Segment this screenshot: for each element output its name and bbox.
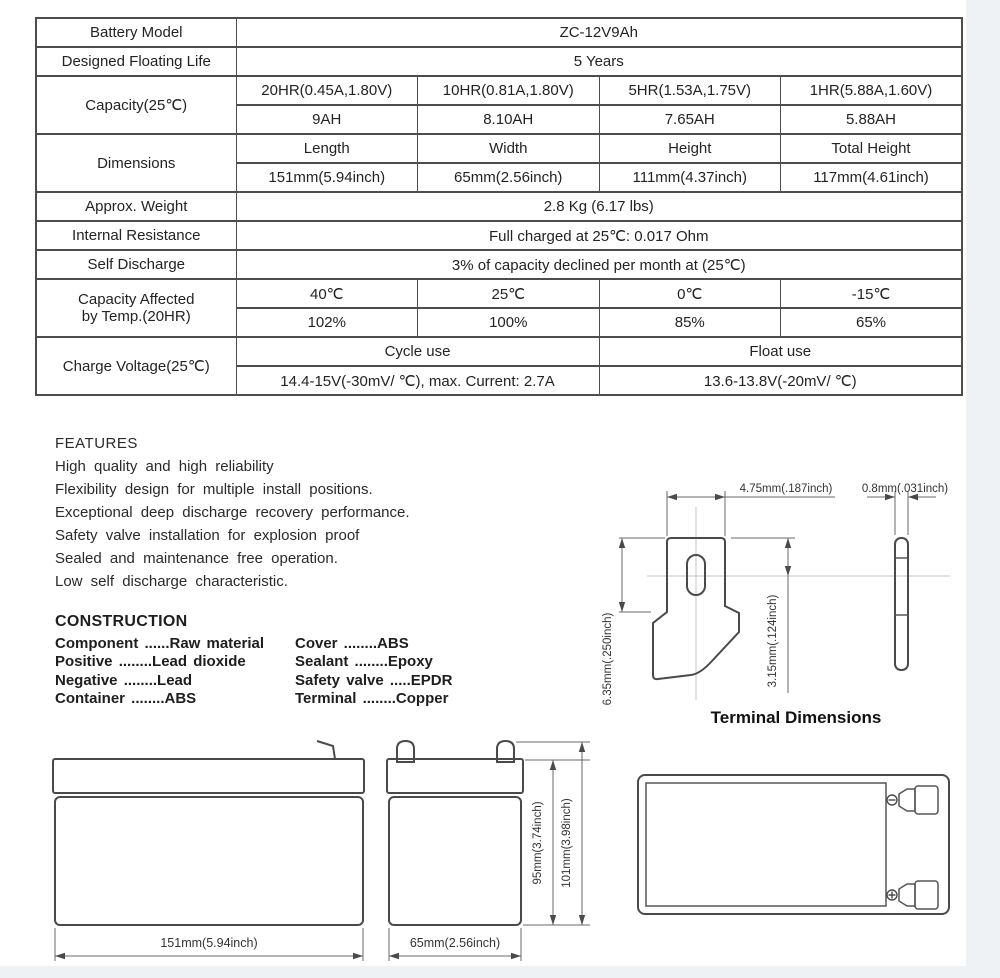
top-terminal-negative [899, 786, 938, 814]
capacity-rate-5hr: 5HR(1.53A,1.75V) [599, 76, 781, 105]
temp-value-40c: 102% [236, 308, 418, 337]
spec-label-capacity-temp [36, 279, 236, 337]
spec-value-floating-life: 5 Years [236, 47, 962, 76]
feature-item: Safety valve installation for explosion proof [55, 527, 360, 544]
charge-mode-cycle: Cycle use [236, 337, 599, 366]
spec-value-battery-model: ZC-12V9Ah [236, 18, 962, 47]
top-view-outer-outline [638, 775, 949, 914]
capacity-rate-1hr: 1HR(5.88A,1.60V) [781, 76, 963, 105]
page-margin-right [966, 0, 1000, 978]
construction-heading: CONSTRUCTION [55, 613, 188, 630]
spec-label-weight: Approx. Weight [36, 192, 236, 221]
ext-lines-tab-height [619, 538, 665, 612]
features-heading: FEATURES [55, 435, 138, 452]
dim-label-thickness: 0.8mm(.031inch) [861, 483, 949, 495]
row-weight [36, 192, 962, 221]
top-view-inner-outline [646, 783, 886, 906]
capacity-value-20hr: 9AH [236, 105, 418, 134]
ext-lines-upper-height [731, 538, 795, 693]
temp-40c: 40℃ [236, 279, 418, 308]
terminal-dimensions-diagram [595, 465, 965, 735]
capacity-value-1hr: 5.88AH [781, 105, 963, 134]
feature-item: Low self discharge characteristic. [55, 573, 288, 590]
dim-header-length: Length [236, 134, 418, 163]
charge-value-float: 13.6-13.8V(-20mV/ ℃) [599, 366, 962, 395]
row-charge-modes [36, 337, 962, 366]
construction-item: Component ......Raw material [55, 634, 265, 652]
spec-label-dimensions: Dimensions [36, 134, 236, 192]
ext-lines-thickness [895, 491, 908, 535]
dim-value-height: 111mm(4.37inch) [599, 163, 781, 192]
construction-section [55, 613, 452, 709]
dim-header-height: Height [599, 134, 781, 163]
capacity-temp-label-line2: by Temp.(20HR) [81, 308, 191, 325]
capacity-value-5hr: 7.65AH [599, 105, 781, 134]
row-battery-model [36, 18, 962, 47]
row-floating-life [36, 47, 962, 76]
feature-item: High quality and high reliability [55, 458, 274, 475]
row-internal-resistance [36, 221, 962, 250]
spec-label-floating-life: Designed Floating Life [36, 47, 236, 76]
construction-item: Cover ........ABS [295, 634, 409, 652]
dim-value-length: 151mm(5.94inch) [236, 163, 418, 192]
construction-column-left [55, 635, 295, 709]
row-self-discharge [36, 250, 962, 279]
spec-value-weight: 2.8 Kg (6.17 lbs) [236, 192, 962, 221]
feature-item: Flexibility design for multiple install positions. [55, 481, 373, 498]
dim-value-total-height: 117mm(4.61inch) [781, 163, 963, 192]
positive-terminal-symbol [887, 890, 897, 900]
dim-label-total-height: 101mm(3.98inch) [561, 798, 573, 888]
spec-value-internal-resistance: Full charged at 25℃: 0.017 Ohm [236, 221, 962, 250]
capacity-rate-20hr: 20HR(0.45A,1.80V) [236, 76, 418, 105]
temp-minus15c: -15℃ [781, 279, 963, 308]
row-capacity-temp-headers [36, 279, 962, 308]
construction-item: Safety valve .....EPDR [295, 671, 453, 689]
construction-item: Terminal ........Copper [295, 690, 449, 707]
charge-value-cycle: 14.4-15V(-30mV/ ℃), max. Current: 2.7A [236, 366, 599, 395]
features-section [55, 432, 410, 593]
dim-label-side-width: 65mm(2.56inch) [409, 936, 501, 950]
spec-label-self-discharge: Self Discharge [36, 250, 236, 279]
negative-terminal-symbol [887, 795, 897, 805]
row-dimension-headers [36, 134, 962, 163]
temp-value-0c: 85% [599, 308, 781, 337]
terminal-side-detail-lines [895, 558, 908, 615]
spec-label-charge-voltage: Charge Voltage(25℃) [36, 337, 236, 395]
construction-item: Sealant ........Epoxy [295, 653, 433, 670]
temp-value-25c: 100% [418, 308, 600, 337]
front-terminal-tab [317, 741, 335, 759]
terminal-diagram-title: Terminal Dimensions [710, 708, 882, 727]
dim-label-tab-height: 6.35mm(.250inch) [602, 612, 614, 706]
spec-label-battery-model: Battery Model [36, 18, 236, 47]
capacity-rate-10hr: 10HR(0.81A,1.80V) [418, 76, 600, 105]
capacity-value-10hr: 8.10AH [418, 105, 600, 134]
dim-label-tab-width: 4.75mm(.187inch) [739, 483, 833, 495]
temp-25c: 25℃ [418, 279, 600, 308]
temp-value-minus15c: 65% [781, 308, 963, 337]
construction-column-right [295, 635, 452, 709]
spec-label-capacity: Capacity(25℃) [36, 76, 236, 134]
dim-label-height: 95mm(3.74inch) [532, 801, 544, 885]
construction-item: Container ........ABS [55, 690, 197, 707]
construction-item: Positive ........Lead dioxide [55, 653, 246, 670]
dim-header-total-height: Total Height [781, 134, 963, 163]
front-body-outline [55, 797, 363, 925]
dim-label-upper-height: 3.15mm(.124inch) [767, 594, 779, 688]
side-lid-outline [387, 759, 523, 793]
battery-views-diagram [30, 735, 965, 970]
spec-label-internal-resistance: Internal Resistance [36, 221, 236, 250]
spec-value-self-discharge: 3% of capacity declined per month at (25℃) [236, 250, 962, 279]
temp-0c: 0℃ [599, 279, 781, 308]
row-capacity-rates [36, 76, 962, 105]
construction-item: Negative ........Lead [55, 671, 193, 689]
capacity-temp-label-line1: Capacity Affected [78, 291, 195, 308]
dim-value-width: 65mm(2.56inch) [418, 163, 600, 192]
feature-item: Sealed and maintenance free operation. [55, 550, 338, 567]
dim-header-width: Width [418, 134, 600, 163]
charge-mode-float: Float use [599, 337, 962, 366]
front-lid-outline [53, 759, 364, 793]
spec-table [35, 17, 963, 396]
dim-label-front-length: 151mm(5.94inch) [160, 936, 258, 950]
feature-item: Exceptional deep discharge recovery performance. [55, 504, 410, 521]
side-body-outline [389, 797, 521, 925]
top-terminal-positive [899, 881, 938, 909]
